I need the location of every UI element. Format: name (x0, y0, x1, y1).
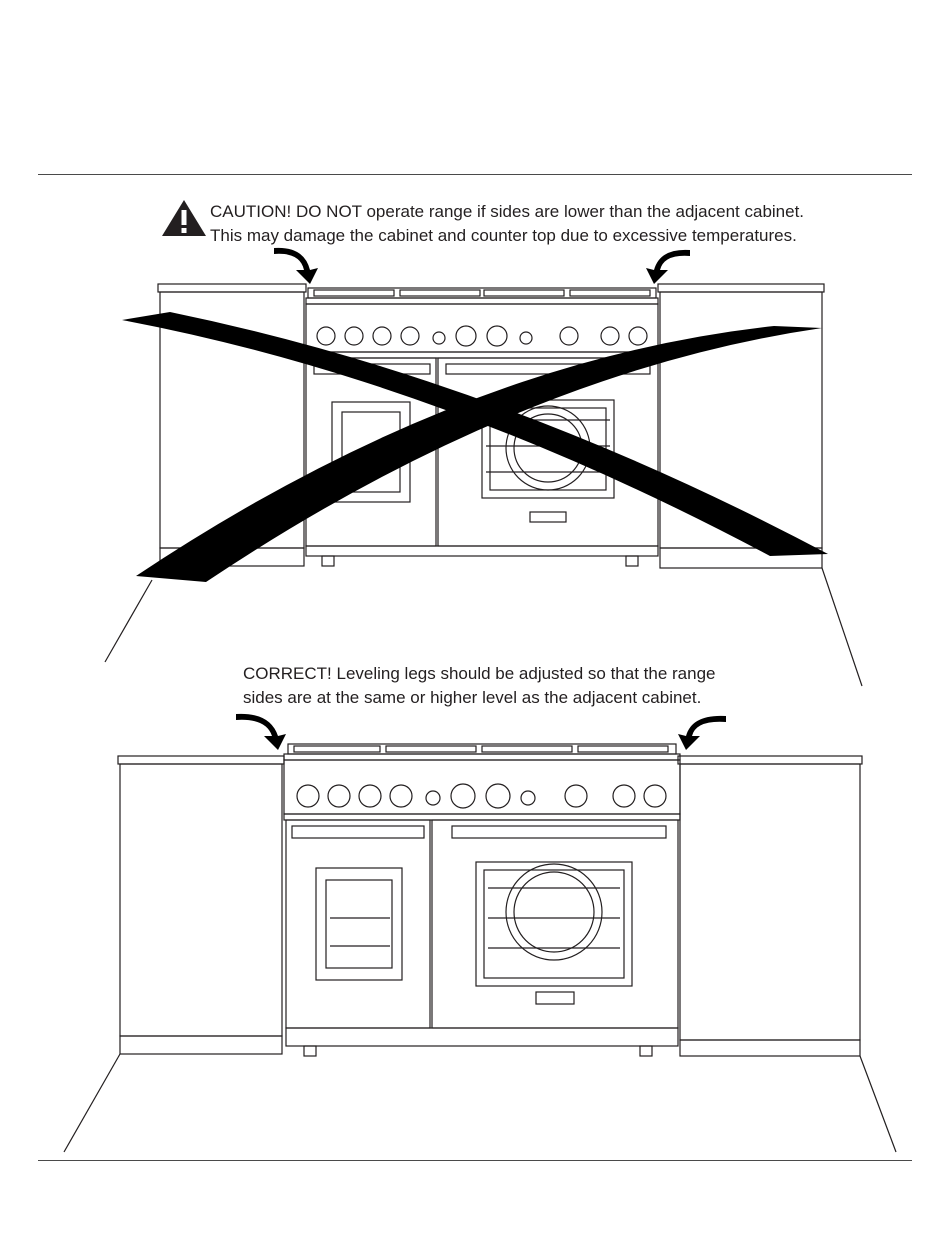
correct-line-1: CORRECT! Leveling legs should be adjusted so that the range (243, 664, 716, 683)
caution-line-1: CAUTION! DO NOT operate range if sides are lower than the adjacent cabinet. (210, 202, 805, 221)
correct-line-2: sides are at the same or higher level as the adjacent cabinet. (243, 688, 702, 707)
right-cabinet (678, 756, 862, 1056)
curved-arrow-icon (274, 248, 690, 284)
correct-installation-figure (0, 700, 950, 1160)
top-divider (38, 174, 912, 175)
caution-line-2: This may damage the cabinet and counter top due to excessive temperatures. (210, 226, 797, 245)
bottom-divider (38, 1160, 912, 1161)
left-cabinet (118, 756, 284, 1054)
control-knobs-wrong (317, 326, 647, 346)
incorrect-installation-figure (0, 180, 950, 700)
control-knobs-correct (297, 784, 666, 808)
range-correct (284, 744, 680, 1056)
